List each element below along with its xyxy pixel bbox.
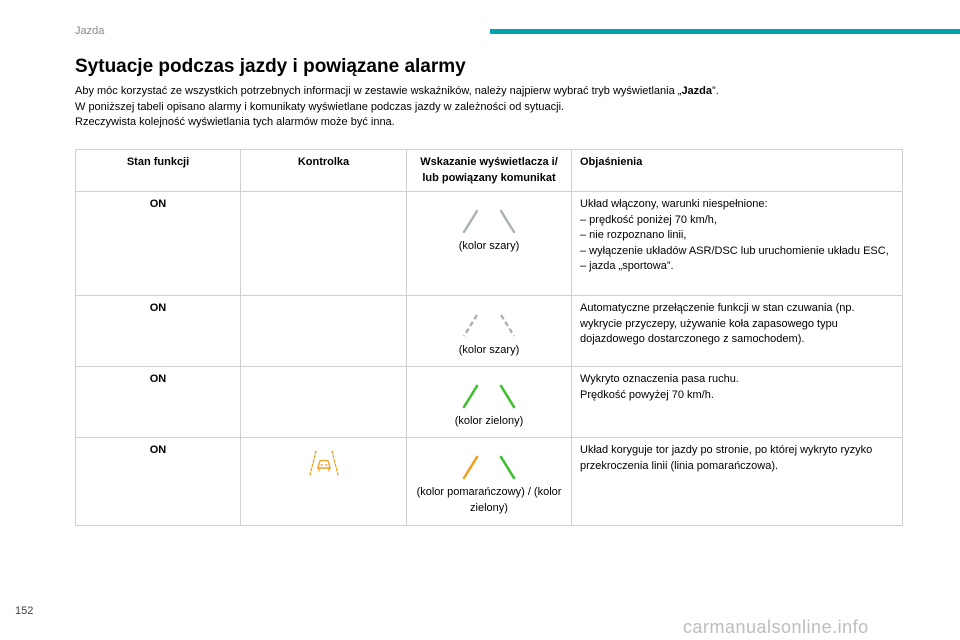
header-indicator: Kontrolka: [241, 150, 407, 192]
page-title: Sytuacje podczas jazdy i powiązane alarmy: [75, 56, 466, 77]
table-header-row: [76, 150, 903, 192]
explanation-line: – nie rozpoznano linii,: [580, 229, 687, 241]
section-label: Jazda: [75, 25, 105, 37]
display-label: (kolor szary): [458, 240, 520, 252]
explanation-line: – wyłączenie układów ASR/DSC lub uruchomienie układu ESC,: [580, 244, 889, 257]
page-number: 152: [15, 605, 34, 617]
intro-line-1-bold: Jazda: [681, 85, 713, 97]
indicator-cell: [241, 438, 407, 526]
table-row: [76, 438, 903, 526]
intro-line-2: W poniższej tabeli opisano alarmy i komunikaty wyświetlane podczas jazdy w zależności od sytuacji.: [75, 100, 565, 113]
explanation-line: – jazda „sportowa”.: [580, 260, 674, 272]
indicator-cell: [241, 296, 407, 367]
intro-line-1: [75, 84, 935, 100]
table-row: [76, 296, 903, 367]
display-cell: [407, 192, 572, 296]
indicator-cell: [241, 367, 407, 438]
intro-line-3: Rzeczywista kolejność wyświetlania tych alarmów może być inna.: [75, 116, 395, 128]
display-label: (kolor szary): [458, 344, 520, 356]
alarms-table: [75, 149, 903, 526]
table-row: [76, 367, 903, 438]
state-cell: ON: [76, 367, 241, 438]
explanation-line: Wykryto oznaczenia pasa ruchu.: [580, 373, 739, 385]
header-accent-bar: [490, 29, 960, 34]
table-row: [76, 192, 903, 296]
explanation-cell: [572, 296, 903, 367]
explanation-cell: [572, 438, 903, 526]
explanation-line: Układ włączony, warunki niespełnione:: [580, 198, 768, 210]
display-label: (kolor zielony): [454, 415, 524, 427]
intro-line-1-post: ”.: [712, 85, 719, 97]
display-cell: [407, 367, 572, 438]
intro-text: [75, 84, 935, 131]
header-explanation: Objaśnienia: [572, 150, 903, 192]
intro-line-1-pre: Aby móc korzystać ze wszystkich potrzebnych informacji w zestawie wskaźników, należy najpierw wybrać tryb wyświetlania „: [75, 85, 682, 97]
explanation-line: Prędkość powyżej 70 km/h.: [580, 388, 714, 401]
display-cell: [407, 296, 572, 367]
state-cell: ON: [76, 192, 241, 296]
lane-departure-warning-icon: [307, 448, 341, 478]
lane-lines-grey-icon: [461, 207, 517, 235]
explanation-line: Automatyczne przełączenie funkcji w stan czuwania (np. wykrycie przyczepy, używanie koła zapasowego typu dojazdowego dostarczonego z samochodem).: [580, 302, 855, 345]
lane-lines-green-icon: [461, 382, 517, 410]
lane-lines-orange-green-icon: [461, 453, 517, 481]
explanation-line: – prędkość poniżej 70 km/h,: [580, 213, 717, 226]
state-cell: ON: [76, 296, 241, 367]
explanation-cell: [572, 367, 903, 438]
explanation-cell: [572, 192, 903, 296]
display-label: (kolor pomarańczowy) / (kolor zielony): [416, 486, 562, 514]
watermark-text: carmanualsonline.info: [683, 617, 869, 637]
header-display: Wskazanie wyświetlacza i/ lub powiązany komunikat: [407, 150, 572, 192]
lane-lines-dashed-grey-icon: [461, 311, 517, 339]
state-cell: ON: [76, 438, 241, 526]
indicator-cell: [241, 192, 407, 296]
explanation-line: Układ koryguje tor jazdy po stronie, po której wykryto ryzyko przekroczenia linii (linia pomarańczowa).: [580, 444, 873, 472]
display-cell: [407, 438, 572, 526]
header-state: Stan funkcji: [76, 150, 241, 192]
